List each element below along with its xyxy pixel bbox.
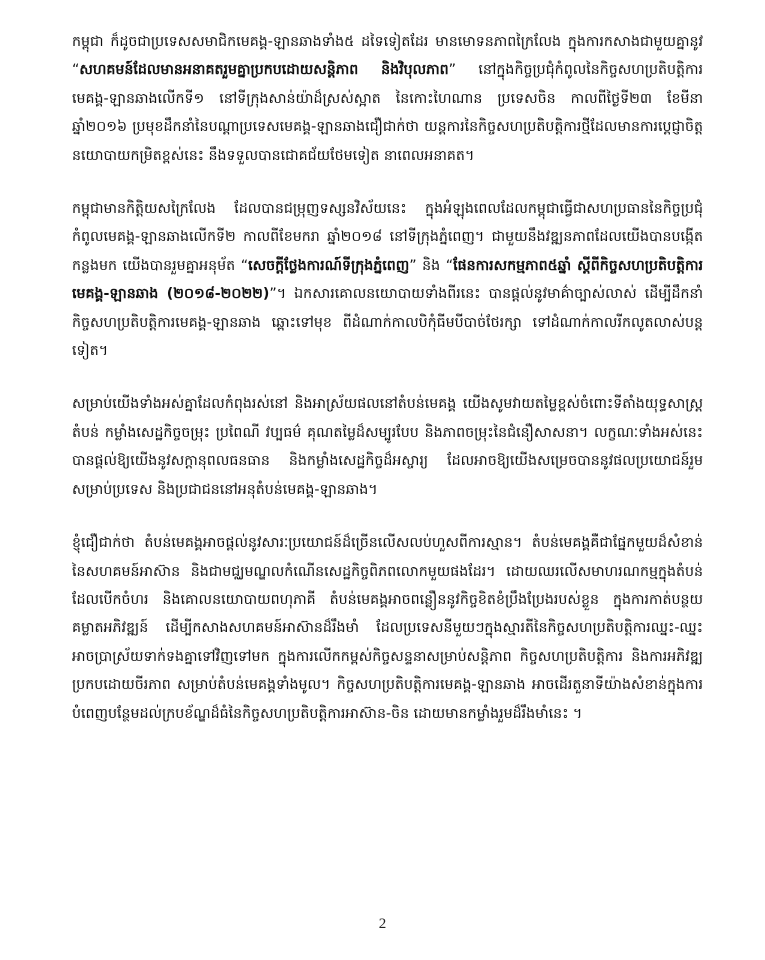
- paragraph-2-bold-action-plan: ផែនការសកម្មភាព៥ឆ្នាំ ស្តីពីកិច្ចសហប្រតិបត្តិការមេគង្គ-ឡានឆាង (២០១៨-២០២២): [72, 257, 703, 303]
- paragraph-1-text-cont: ” នៅក្នុងកិច្ចប្រជុំកំពូលនៃកិច្ចសហប្រតិបត្តិការមេគង្គ-ឡានឆាងលើកទី១ នៅទីក្រុងសាន់យ៉ាដ៏ស្រស់ស្អាត នៃកោះហៃណាន ប្រទេសចិន កាលពីថ្ងៃទី២៣ ខែមីនា ឆ្នាំ២០១៦ ប្រមុខដឹកនាំនៃបណ្តាប្រទេសមេគង្គ-ឡានឆាងជឿជាក់ថា យន្តការនៃកិច្ចសហប្រតិបត្តិការថ្មីដែលមានការប្តេជ្ញាចិត្តនយោបាយកម្រិតខ្ពស់នេះ នឹងទទួលបានជោគជ័យថែមទៀត នាពេលអនាគត។: [72, 62, 704, 164]
- paragraph-3: [72, 390, 703, 504]
- paragraph-3-text: សម្រាប់យើងទាំងអស់គ្នាដែលកំពុងរស់នៅ និងអាស្រ័យផលនៅតំបន់មេគង្គ យើងសូមវាយតម្លៃខ្ពស់ចំពោះទីតាំងយុទ្ធសាស្ត្រតំបន់ កម្លាំងសេដ្ឋកិច្ចចម្រុះ ប្រពៃណី វប្បធម៌ គុណតម្លៃដ៏សម្បូរបែប និងភាពចម្រុះនៃជំនឿសាសនា។ លក្ខណៈទាំងអស់នេះ បានផ្តល់ឱ្យយើងនូវសក្តានុពលធនធាន និងកម្លាំងសេដ្ឋកិច្ចដ៏អស្ចារ្យ ដែលអាចឱ្យយើងសម្រេចបាននូវផលប្រយោជន៍រួម សម្រាប់ប្រទេស និងប្រជាជននៅអនុតំបន់មេគង្គ-ឡានឆាង។: [72, 396, 703, 498]
- paragraph-4-text: ខ្ញុំជឿជាក់ថា តំបន់មេគង្គអាចផ្តល់នូវសារៈប្រយោជន៍ដ៏ច្រើនលើសលប់ហួសពីការស្មាន។ តំបន់មេគង្គគឺជាផ្នែកមួយដ៏សំខាន់នៃសហគមន៍អាស៊ាន និងជាមជ្ឈមណ្ឌលកំណើនសេដ្ឋកិច្ចពិភពលោកមួយផងដែរ។ ដោយឈរលើសមាហរណកម្មក្នុងតំបន់ដែលបើកចំហរ និងគោលនយោបាយពហុភាគី តំបន់មេគង្គអាចពន្លឿននូវកិច្ចខិតខំប្រឹងប្រែងរបស់ខ្លួន ក្នុងការកាត់បន្ថយគម្លាតអភិវឌ្ឍន៍ ដើម្បីកសាងសហគមន៍អាស៊ានដ៏រឹងមាំ ដែលប្រទេសនីមួយៗក្នុងស្មារតីនៃកិច្ចសហប្រតិបត្តិការឈ្នះ-ឈ្នះ អាចប្រាស្រ័យទាក់ទងគ្នាទៅវិញទៅមក ក្នុងការលើកកម្ពស់កិច្ចសន្ទនាសម្រាប់សន្តិភាព កិច្ចសហប្រតិបត្តិការ និងការអភិវឌ្ឍប្រកបដោយចីរភាព សម្រាប់តំបន់មេគង្គទាំងមូល។ កិច្ចសហប្រតិបត្តិការមេគង្គ-ឡានឆាង អាចដើរតួនាទីយ៉ាងសំខាន់ក្នុងការបំពេញបន្ថែមដល់ក្របខ័ណ្ឌដ៏ធំនៃកិច្ចសហប្រតិបត្តិការអាស៊ាន-ចិន ដោយមានកម្លាំងរួមដ៏រឹងមាំនេះ ។: [72, 535, 703, 722]
- paragraph-2-text: កម្ពុជាមានកិត្តិយសក្រៃលែង ដែលបានជម្រុញទស្សនវិស័យនេះ ក្នុងអំឡុងពេលដែលកម្ពុជាធ្វើជាសហប្រធាននៃកិច្ចប្រជុំកំពូលមេគង្គ-ឡានឆាងលើកទី២ កាលពីខែមករា ឆ្នាំ២០១៨ នៅទីក្រុងភ្នំពេញ។ ជាមួយនឹងវឌ្ឍនភាពដែលយើងបានបង្កើតកន្លងមក យើងបានរួមគ្នាអនុម័ត “: [72, 201, 703, 274]
- paragraph-2: [72, 195, 703, 365]
- paragraph-1: [72, 28, 703, 170]
- paragraph-2-text-and: ” និង “: [409, 257, 454, 274]
- paragraph-2-text-cont: ”។ ឯកសារគោលនយោបាយទាំងពីរនេះ បានផ្តល់នូវមាគ៌ាច្បាស់លាស់ ដើម្បីដឹកនាំកិច្ចសហប្រតិបត្តិការមេគង្គ-ឡានឆាង ឆ្ពោះទៅមុខ ពីដំណាក់កាលបិកុំធីមបីបាច់ថែរក្សា ទៅដំណាក់កាលរីកលូតលាស់បន្តទៀត។: [72, 286, 704, 360]
- page-number: 2: [378, 916, 387, 932]
- paragraph-4: [72, 529, 703, 728]
- paragraph-1-text: កម្ពុជា ក៏ដូចជាប្រទេសសមាជិកមេគង្គ-ឡានឆាងទាំង៥ ដទៃទៀតដែរ មានមោទនភាពក្រៃលែង ក្នុងការកសាងជាមួយគ្នានូវ “: [72, 34, 703, 79]
- paragraph-1-bold-phrase: សហគមន៍ដែលមានអនាគតរួមគ្នាប្រកបដោយសន្តិភាព និងវិបុលភាព: [79, 62, 449, 79]
- paragraph-2-bold-phnom-penh-declaration: សេចក្តីថ្លែងការណ៍ទីក្រុងភ្នំពេញ: [248, 257, 410, 274]
